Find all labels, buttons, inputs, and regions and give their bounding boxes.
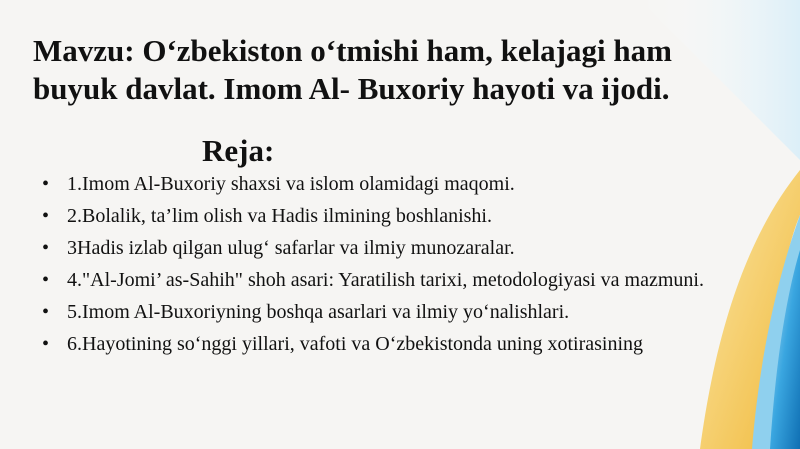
bullet-icon: • — [42, 269, 50, 291]
bullet-icon: • — [42, 237, 50, 259]
list-item — [42, 236, 742, 260]
list-item-text: 2.Bolalik, ta’lim olish va Hadis ilmining boshlanishi. — [67, 205, 492, 227]
plan-heading: Reja: — [202, 133, 275, 168]
bullet-icon: • — [42, 333, 50, 355]
list-item — [42, 268, 742, 292]
list-item — [42, 300, 742, 324]
bullet-icon: • — [42, 205, 50, 227]
list-item-text: 3Hadis izlab qilgan ulug‘ safarlar va ilmiy munozaralar. — [67, 237, 515, 259]
list-item — [42, 204, 742, 228]
bullet-icon: • — [42, 301, 50, 323]
plan-list — [42, 172, 742, 364]
slide-title: Mavzu: O‘zbekiston o‘tmishi ham, kelajagi ham buyuk davlat. Imom Al- Buxoriy hayoti va ijodi. — [33, 33, 672, 106]
bullet-icon: • — [42, 173, 50, 195]
list-item-text: 1.Imom Al-Buxoriy shaxsi va islom olamidagi maqomi. — [67, 173, 515, 195]
list-item — [42, 332, 742, 356]
list-item-text: 4."Al-Jomi’ as-Sahih" shoh asari: Yaratilish tarixi, metodologiyasi va mazmuni. — [67, 269, 704, 291]
list-item-text: 5.Imom Al-Buxoriyning boshqa asarlari va ilmiy yo‘nalishlari. — [67, 301, 570, 323]
list-item — [42, 172, 742, 196]
list-item-text: 6.Hayotining so‘nggi yillari, vafoti va O‘zbekistonda uning xotirasining — [67, 333, 644, 355]
